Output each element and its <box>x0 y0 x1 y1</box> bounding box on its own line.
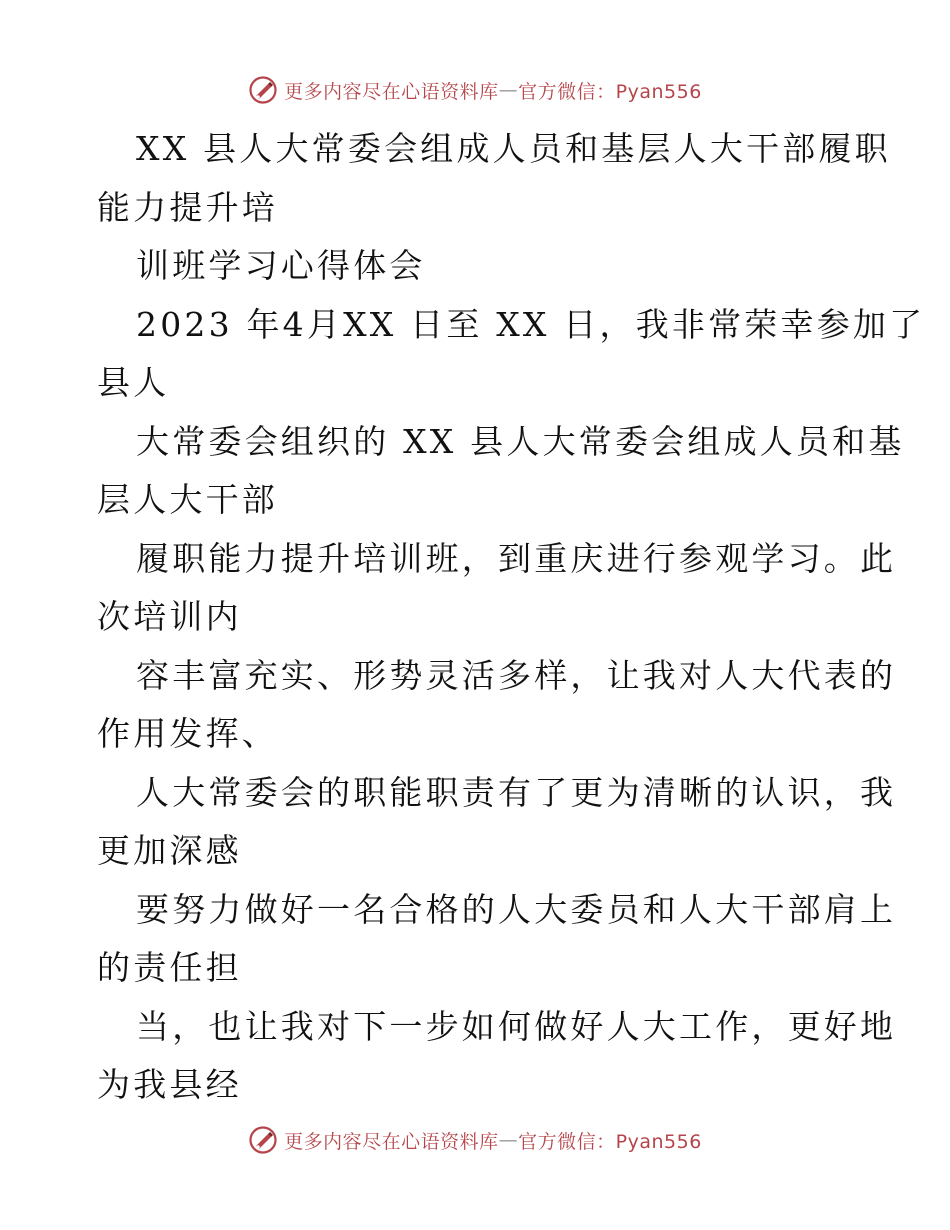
text-line: 容丰富充实、形势灵活多样，让我对人大代表的 <box>136 655 897 695</box>
text-line: 履职能力提升培训班，到重庆进行参观学习。此 <box>136 538 897 578</box>
watermark-dash: — <box>498 1129 519 1151</box>
text-line: 训班学习心得体会 <box>136 246 426 285</box>
paragraph <box>97 296 926 413</box>
paragraph <box>97 998 897 1115</box>
footer-watermark <box>0 1120 950 1160</box>
watermark-site-text: 更多内容尽在心语资料库 <box>284 80 499 103</box>
document-body <box>97 120 926 1115</box>
text-line: 2023 年4月XX 日至 XX 日，我非常荣幸参加了 <box>136 304 926 344</box>
text-line: 人大常委会的职能职责有了更为清晰的认识，我 <box>136 772 897 812</box>
paragraph <box>97 647 897 764</box>
paragraph <box>97 530 897 647</box>
text-line: 为我县经 <box>97 1065 242 1104</box>
watermark-dash: — <box>498 79 519 101</box>
paragraph <box>97 120 891 237</box>
text-line: 更加深感 <box>97 831 242 870</box>
watermark-site-text: 更多内容尽在心语资料库 <box>284 1130 499 1153</box>
paragraph <box>97 237 857 296</box>
paragraph <box>97 881 897 998</box>
pen-seal-icon <box>248 75 278 105</box>
text-line: 能力提升培 <box>97 187 278 227</box>
header-watermark <box>0 70 950 110</box>
watermark-wechat-text: 官方微信：Pyan556 <box>518 1130 702 1153</box>
text-line: 次培训内 <box>97 597 242 636</box>
watermark-wechat-text: 官方微信：Pyan556 <box>518 80 702 103</box>
text-line: 的责任担 <box>97 948 242 987</box>
pen-seal-icon <box>248 1125 278 1155</box>
text-line: 县人 <box>97 363 170 402</box>
text-line: 层人大干部 <box>97 480 278 519</box>
paragraph <box>97 764 897 881</box>
text-line: 当，也让我对下一步如何做好人大工作，更好地 <box>136 1006 897 1046</box>
text-line: XX 县人大常委会组成人员和基层人大干部履职 <box>136 129 891 168</box>
text-line: 大常委会组织的 XX 县人大常委会组成人员和基 <box>136 421 905 461</box>
text-line: 作用发挥、 <box>97 714 278 753</box>
paragraph <box>97 413 905 530</box>
text-line: 要努力做好一名合格的人大委员和人大干部肩上 <box>136 889 897 929</box>
